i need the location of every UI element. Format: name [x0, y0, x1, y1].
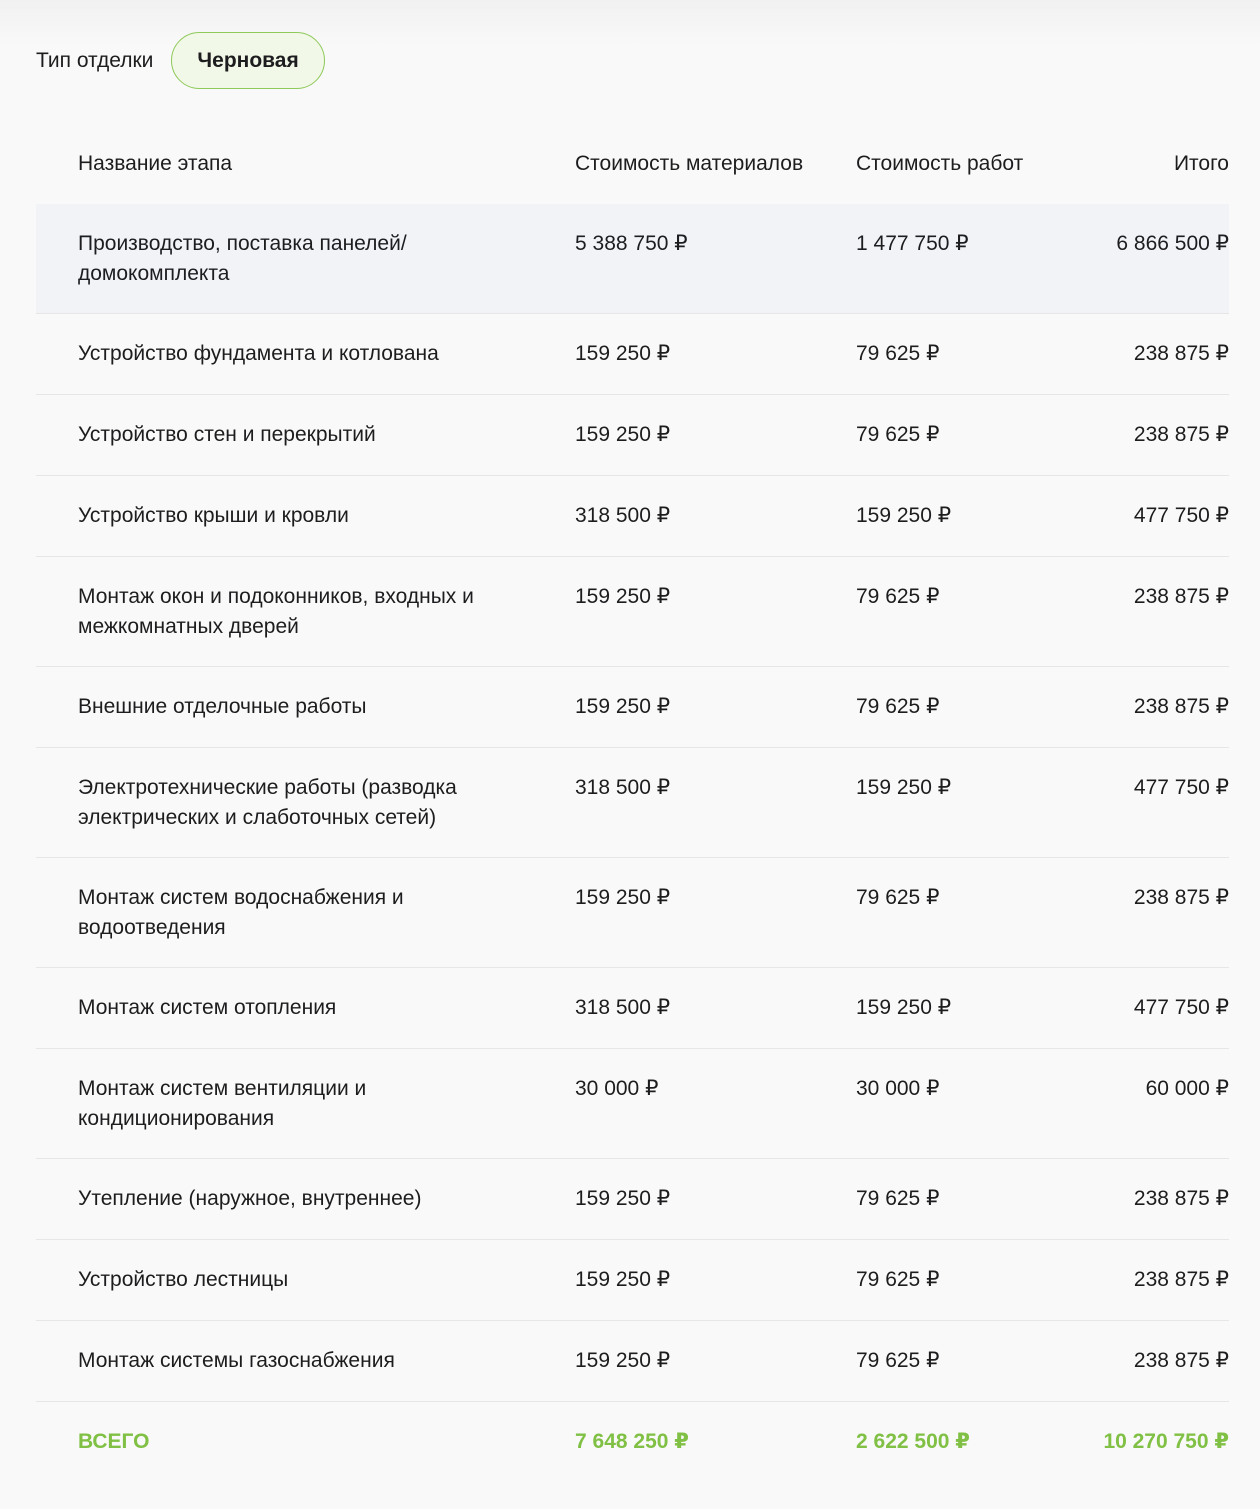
table-row	[36, 1159, 1229, 1240]
stage-name: Устройство стен и перекрытий	[78, 423, 376, 446]
works-cost: 1 477 750 ₽	[856, 232, 969, 255]
stage-name: Монтаж систем водоснабжения и водоотведения	[78, 886, 404, 939]
header-materials-cost: Стоимость материалов	[575, 152, 804, 175]
grand-total-cost: 10 270 750 ₽	[1103, 1430, 1229, 1453]
finish-type-chip-selected[interactable]: Черновая	[171, 32, 324, 89]
materials-cost: 159 250 ₽	[575, 1187, 671, 1210]
works-cost: 79 625 ₽	[856, 1349, 940, 1372]
table-row	[36, 1321, 1229, 1402]
materials-cost: 318 500 ₽	[575, 504, 671, 527]
table-row	[36, 1049, 1229, 1159]
works-cost: 79 625 ₽	[856, 695, 940, 718]
total-cost: 238 875 ₽	[1133, 423, 1229, 446]
total-cost: 477 750 ₽	[1133, 776, 1229, 799]
works-cost: 79 625 ₽	[856, 423, 940, 446]
table-header	[36, 124, 1229, 204]
materials-cost: 159 250 ₽	[575, 695, 671, 718]
finish-type-filter	[36, 32, 325, 89]
total-cost: 238 875 ₽	[1133, 342, 1229, 365]
header-works-cost: Стоимость работ	[856, 152, 1024, 175]
materials-cost: 159 250 ₽	[575, 585, 671, 608]
stage-name: Внешние отделочные работы	[78, 695, 367, 718]
total-cost: 238 875 ₽	[1133, 886, 1229, 909]
table-row	[36, 748, 1229, 858]
materials-cost: 5 388 750 ₽	[575, 232, 688, 255]
total-cost: 238 875 ₽	[1133, 585, 1229, 608]
materials-cost: 159 250 ₽	[575, 1268, 671, 1291]
total-cost: 477 750 ₽	[1133, 504, 1229, 527]
table-row	[36, 1240, 1229, 1321]
total-cost: 238 875 ₽	[1133, 695, 1229, 718]
table-row	[36, 314, 1229, 395]
total-cost: 60 000 ₽	[1145, 1077, 1229, 1100]
stage-name: Монтаж систем отопления	[78, 996, 337, 1019]
header-stage-name: Название этапа	[78, 152, 233, 175]
total-cost: 238 875 ₽	[1133, 1268, 1229, 1291]
materials-cost: 318 500 ₽	[575, 776, 671, 799]
works-cost: 79 625 ₽	[856, 342, 940, 365]
stage-name: Монтаж окон и подоконников, входных и межкомнатных дверей	[78, 585, 474, 638]
total-cost: 238 875 ₽	[1133, 1187, 1229, 1210]
total-materials-cost: 7 648 250 ₽	[575, 1430, 689, 1453]
total-cost: 6 866 500 ₽	[1116, 232, 1229, 255]
finish-type-label: Тип отделки	[36, 48, 154, 72]
works-cost: 159 250 ₽	[856, 504, 952, 527]
table-row	[36, 968, 1229, 1049]
stage-name: Электротехнические работы (разводка электрических и слаботочных сетей)	[78, 776, 457, 829]
table-row	[36, 667, 1229, 748]
total-cost: 477 750 ₽	[1133, 996, 1229, 1019]
total-cost: 238 875 ₽	[1133, 1349, 1229, 1372]
table-row	[36, 557, 1229, 667]
stage-name: Утепление (наружное, внутреннее)	[78, 1187, 422, 1210]
stage-name: Производство, поставка панелей/ домокомплекта	[78, 232, 407, 285]
table-row	[36, 204, 1229, 314]
stage-name: Устройство крыши и кровли	[78, 504, 349, 527]
materials-cost: 30 000 ₽	[575, 1077, 659, 1100]
table-total-row	[36, 1402, 1229, 1483]
stage-name: Монтаж системы газоснабжения	[78, 1349, 395, 1372]
stage-name: Монтаж систем вентиляции и кондиционирования	[78, 1077, 367, 1130]
cost-table	[36, 124, 1229, 1483]
table-row	[36, 476, 1229, 557]
works-cost: 159 250 ₽	[856, 776, 952, 799]
materials-cost: 159 250 ₽	[575, 1349, 671, 1372]
works-cost: 79 625 ₽	[856, 886, 940, 909]
stage-name: Устройство лестницы	[78, 1268, 289, 1291]
works-cost: 79 625 ₽	[856, 1268, 940, 1291]
materials-cost: 159 250 ₽	[575, 342, 671, 365]
works-cost: 79 625 ₽	[856, 1187, 940, 1210]
materials-cost: 159 250 ₽	[575, 423, 671, 446]
table-row	[36, 395, 1229, 476]
works-cost: 30 000 ₽	[856, 1077, 940, 1100]
materials-cost: 318 500 ₽	[575, 996, 671, 1019]
works-cost: 79 625 ₽	[856, 585, 940, 608]
table-row	[36, 858, 1229, 968]
materials-cost: 159 250 ₽	[575, 886, 671, 909]
header-total: Итого	[1173, 152, 1229, 175]
stage-name: Устройство фундамента и котлована	[78, 342, 439, 365]
works-cost: 159 250 ₽	[856, 996, 952, 1019]
total-label: ВСЕГО	[78, 1430, 150, 1453]
total-works-cost: 2 622 500 ₽	[856, 1430, 970, 1453]
